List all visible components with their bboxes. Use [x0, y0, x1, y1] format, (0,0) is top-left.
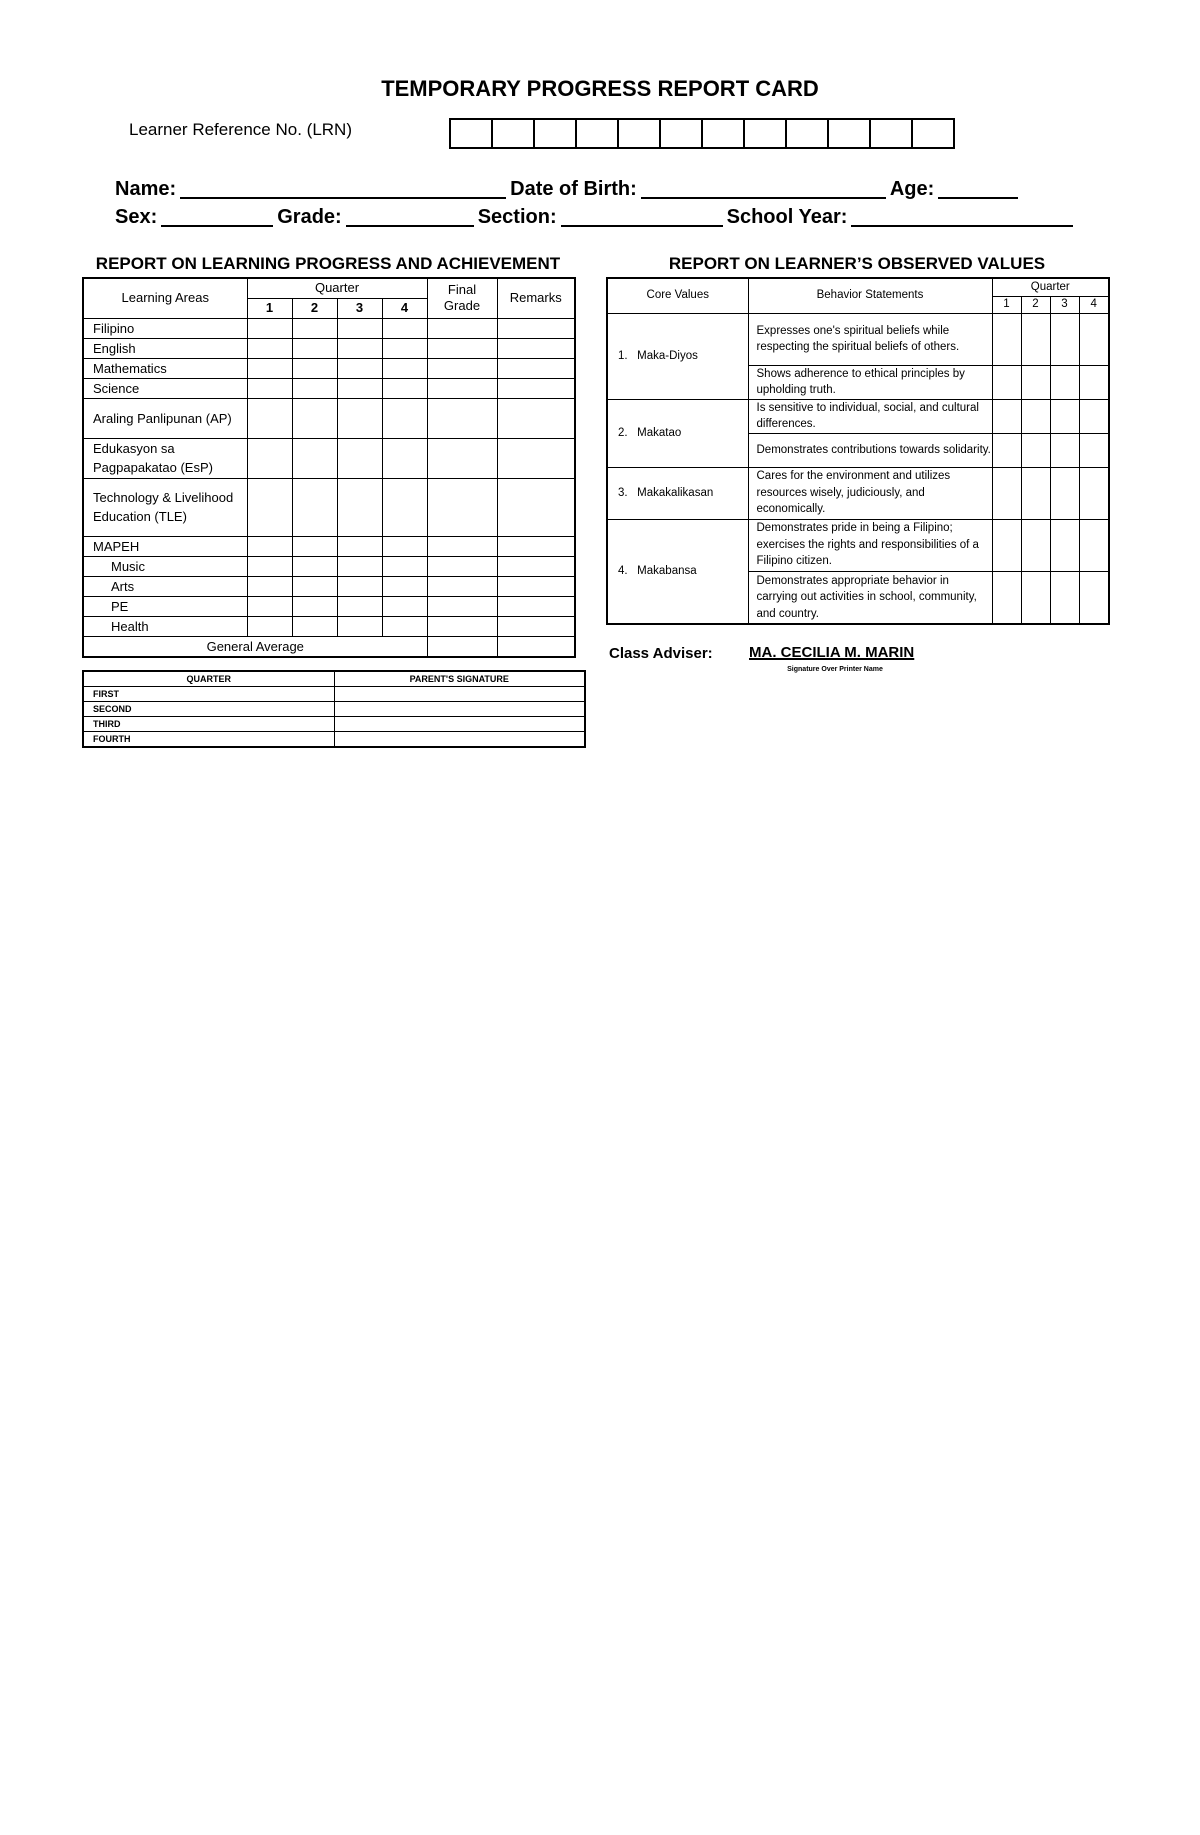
grade-cell-q1[interactable] — [247, 556, 292, 576]
lrn-digit-box[interactable] — [913, 120, 953, 147]
behavior-statements-header: Behavior Statements — [748, 278, 992, 313]
remarks-cell[interactable] — [497, 478, 575, 536]
remarks-cell[interactable] — [497, 318, 575, 338]
values-quarter-4-header: 4 — [1079, 296, 1109, 313]
lrn-digit-box[interactable] — [577, 120, 619, 147]
grade-cell-q3[interactable] — [337, 398, 382, 438]
grade-cell-q1[interactable] — [247, 358, 292, 378]
subject-label: MAPEH — [83, 536, 247, 556]
grade-cell-q2[interactable] — [292, 318, 337, 338]
quarter-header: Quarter — [247, 278, 427, 298]
grade-cell-q1[interactable] — [247, 398, 292, 438]
quarter-label: FIRST — [83, 687, 334, 702]
subject-label: English — [83, 338, 247, 358]
section-label: Section: — [477, 206, 557, 228]
quarter-3-header: 3 — [337, 298, 382, 318]
subject-label: Science — [83, 378, 247, 398]
grade-cell-q4[interactable] — [382, 438, 427, 478]
final-grade-cell[interactable] — [427, 338, 497, 358]
parent-signature-cell[interactable] — [334, 687, 585, 702]
subject-label: Araling Panlipunan (AP) — [83, 398, 247, 438]
subject-label: Music — [83, 556, 247, 576]
value-rating-cell-q1[interactable] — [992, 467, 1021, 519]
final-grade-cell[interactable] — [427, 318, 497, 338]
class-adviser-label: Class Adviser: — [609, 645, 713, 662]
grade-cell-q1[interactable] — [247, 536, 292, 556]
grade-cell-q2[interactable] — [292, 358, 337, 378]
grade-cell-q1[interactable] — [247, 338, 292, 358]
behavior-statement: Shows adherence to ethical principles by upholding truth. — [748, 365, 992, 399]
grade-cell-q2[interactable] — [292, 616, 337, 636]
final-grade-cell[interactable] — [427, 398, 497, 438]
subject-row — [83, 478, 575, 536]
grade-cell-q1[interactable] — [247, 438, 292, 478]
lrn-boxes[interactable] — [449, 118, 955, 149]
grade-cell-q3[interactable] — [337, 378, 382, 398]
value-rating-cell-q3[interactable] — [1050, 365, 1079, 399]
section-field[interactable] — [561, 207, 723, 227]
parent-signature-row — [83, 717, 585, 732]
remarks-cell[interactable] — [497, 438, 575, 478]
value-rating-cell-q2[interactable] — [1021, 433, 1050, 467]
value-rating-cell-q3[interactable] — [1050, 519, 1079, 571]
subject-row — [83, 318, 575, 338]
behavior-statement: Demonstrates contributions towards solidarity. — [748, 433, 992, 467]
lrn-digit-box[interactable] — [703, 120, 745, 147]
values-heading: REPORT ON LEARNER’S OBSERVED VALUES — [668, 254, 1046, 273]
value-rating-cell-q4[interactable] — [1079, 433, 1109, 467]
quarter-label: FOURTH — [83, 732, 334, 748]
behavior-row — [607, 467, 1109, 519]
dob-label: Date of Birth: — [510, 178, 637, 200]
name-field[interactable] — [180, 179, 506, 199]
quarter-2-header: 2 — [292, 298, 337, 318]
grade-cell-q2[interactable] — [292, 596, 337, 616]
value-rating-cell-q2[interactable] — [1021, 313, 1050, 365]
sex-label: Sex: — [115, 206, 158, 228]
lrn-digit-box[interactable] — [829, 120, 871, 147]
grade-cell-q3[interactable] — [337, 478, 382, 536]
remarks-cell[interactable] — [497, 556, 575, 576]
values-quarter-3-header: 3 — [1050, 296, 1079, 313]
value-rating-cell-q2[interactable] — [1021, 571, 1050, 624]
parent-signature-cell[interactable] — [334, 717, 585, 732]
lrn-digit-box[interactable] — [493, 120, 535, 147]
parent-signature-row — [83, 732, 585, 748]
grade-cell-q3[interactable] — [337, 616, 382, 636]
lrn-digit-box[interactable] — [451, 120, 493, 147]
subject-label: Arts — [83, 576, 247, 596]
subject-row — [83, 398, 575, 438]
remarks-cell[interactable] — [497, 398, 575, 438]
grade-cell-q3[interactable] — [337, 358, 382, 378]
remarks-cell[interactable] — [497, 378, 575, 398]
learning-progress-table — [82, 277, 576, 658]
value-rating-cell-q2[interactable] — [1021, 467, 1050, 519]
class-adviser-name: MA. CECILIA M. MARIN — [749, 644, 915, 661]
general-average-label: General Average — [83, 636, 427, 657]
value-rating-cell-q3[interactable] — [1050, 313, 1079, 365]
final-grade-cell[interactable] — [427, 616, 497, 636]
parent-signature-header: PARENT'S SIGNATURE — [334, 671, 585, 687]
info-row-2 — [115, 206, 1077, 229]
parent-signature-row — [83, 687, 585, 702]
page-title: TEMPORARY PROGRESS REPORT CARD — [381, 76, 819, 101]
grade-cell-q4[interactable] — [382, 616, 427, 636]
value-rating-cell-q3[interactable] — [1050, 433, 1079, 467]
grade-cell-q2[interactable] — [292, 536, 337, 556]
core-value-label: 2. Makatao — [607, 399, 748, 467]
core-values-header: Core Values — [607, 278, 748, 313]
lrn-digit-box[interactable] — [661, 120, 703, 147]
subject-label: Edukasyon sa Pagpapakatao (EsP) — [83, 438, 247, 478]
parent-signature-cell[interactable] — [334, 702, 585, 717]
subject-row — [83, 338, 575, 358]
remarks-cell[interactable] — [497, 358, 575, 378]
final-grade-cell[interactable] — [427, 556, 497, 576]
grade-cell-q4[interactable] — [382, 478, 427, 536]
grade-cell-q2[interactable] — [292, 478, 337, 536]
value-rating-cell-q2[interactable] — [1021, 519, 1050, 571]
school-year-label: School Year: — [726, 206, 848, 228]
behavior-statement: Demonstrates appropriate behavior in carrying out activities in school, community, and country. — [748, 571, 992, 624]
general-average-final-cell[interactable] — [427, 636, 497, 657]
grade-cell-q4[interactable] — [382, 556, 427, 576]
parent-signature-table — [82, 670, 586, 748]
grade-cell-q4[interactable] — [382, 358, 427, 378]
value-rating-cell-q1[interactable] — [992, 365, 1021, 399]
grade-cell-q4[interactable] — [382, 576, 427, 596]
grade-cell-q4[interactable] — [382, 378, 427, 398]
value-rating-cell-q4[interactable] — [1079, 313, 1109, 365]
values-quarter-header: Quarter — [992, 278, 1109, 296]
final-grade-cell[interactable] — [427, 378, 497, 398]
grade-cell-q1[interactable] — [247, 478, 292, 536]
behavior-statement: Expresses one's spiritual beliefs while respecting the spiritual beliefs of others. — [748, 313, 992, 365]
observed-values-table — [606, 277, 1110, 625]
grade-cell-q4[interactable] — [382, 398, 427, 438]
value-rating-cell-q4[interactable] — [1079, 399, 1109, 433]
behavior-statement: Cares for the environment and utilizes resources wisely, judiciously, and economically. — [748, 467, 992, 519]
grade-cell-q3[interactable] — [337, 438, 382, 478]
signature-caption: Signature Over Printer Name — [787, 666, 883, 673]
behavior-row — [607, 313, 1109, 365]
subject-label: Technology & Livelihood Education (TLE) — [83, 478, 247, 536]
general-average-row — [83, 636, 575, 657]
parent-signature-row — [83, 702, 585, 717]
dob-field[interactable] — [641, 179, 886, 199]
grade-cell-q1[interactable] — [247, 318, 292, 338]
subject-label: Mathematics — [83, 358, 247, 378]
grade-cell-q2[interactable] — [292, 378, 337, 398]
lrn-digit-box[interactable] — [787, 120, 829, 147]
learning-areas-header: Learning Areas — [83, 278, 247, 318]
quarter-column-header: QUARTER — [83, 671, 334, 687]
subject-label: PE — [83, 596, 247, 616]
final-grade-cell[interactable] — [427, 576, 497, 596]
grade-label: Grade: — [277, 206, 342, 228]
grade-field[interactable] — [346, 207, 474, 227]
value-rating-cell-q2[interactable] — [1021, 365, 1050, 399]
subject-label: Health — [83, 616, 247, 636]
value-rating-cell-q3[interactable] — [1050, 467, 1079, 519]
info-row-1 — [115, 178, 1022, 201]
grade-cell-q1[interactable] — [247, 378, 292, 398]
grade-cell-q3[interactable] — [337, 318, 382, 338]
grade-cell-q4[interactable] — [382, 536, 427, 556]
grade-cell-q1[interactable] — [247, 616, 292, 636]
quarter-1-header: 1 — [247, 298, 292, 318]
grade-cell-q1[interactable] — [247, 596, 292, 616]
subject-row — [83, 556, 575, 576]
value-rating-cell-q4[interactable] — [1079, 467, 1109, 519]
remarks-cell[interactable] — [497, 536, 575, 556]
values-quarter-1-header: 1 — [992, 296, 1021, 313]
final-grade-cell[interactable] — [427, 438, 497, 478]
subject-row — [83, 576, 575, 596]
remarks-header: Remarks — [497, 278, 575, 318]
age-label: Age: — [889, 178, 935, 200]
subject-row — [83, 616, 575, 636]
grade-cell-q2[interactable] — [292, 338, 337, 358]
final-grade-cell[interactable] — [427, 596, 497, 616]
value-rating-cell-q4[interactable] — [1079, 365, 1109, 399]
final-grade-header: Final Grade — [427, 278, 497, 318]
remarks-cell[interactable] — [497, 338, 575, 358]
value-rating-cell-q4[interactable] — [1079, 519, 1109, 571]
general-average-remarks-cell[interactable] — [497, 636, 575, 657]
value-rating-cell-q1[interactable] — [992, 519, 1021, 571]
value-rating-cell-q1[interactable] — [992, 313, 1021, 365]
quarter-label: SECOND — [83, 702, 334, 717]
subject-row — [83, 536, 575, 556]
subject-label: Filipino — [83, 318, 247, 338]
core-value-label: 3. Makakalikasan — [607, 467, 748, 519]
core-value-label: 4. Makabansa — [607, 519, 748, 624]
subject-row — [83, 358, 575, 378]
grade-cell-q3[interactable] — [337, 556, 382, 576]
final-grade-cell[interactable] — [427, 358, 497, 378]
lrn-digit-box[interactable] — [535, 120, 577, 147]
grade-cell-q3[interactable] — [337, 596, 382, 616]
lrn-digit-box[interactable] — [745, 120, 787, 147]
remarks-cell[interactable] — [497, 576, 575, 596]
grade-cell-q2[interactable] — [292, 438, 337, 478]
subject-row — [83, 596, 575, 616]
behavior-row — [607, 519, 1109, 571]
value-rating-cell-q1[interactable] — [992, 399, 1021, 433]
quarter-4-header: 4 — [382, 298, 427, 318]
final-grade-cell[interactable] — [427, 478, 497, 536]
grade-cell-q3[interactable] — [337, 536, 382, 556]
quarter-label: THIRD — [83, 717, 334, 732]
subject-row — [83, 438, 575, 478]
lrn-label: Learner Reference No. (LRN) — [129, 120, 352, 139]
behavior-row — [607, 399, 1109, 433]
parent-signature-cell[interactable] — [334, 732, 585, 748]
grade-cell-q2[interactable] — [292, 576, 337, 596]
lrn-digit-box[interactable] — [619, 120, 661, 147]
subject-row — [83, 378, 575, 398]
sex-field[interactable] — [161, 207, 273, 227]
grade-cell-q2[interactable] — [292, 556, 337, 576]
age-field[interactable] — [938, 179, 1018, 199]
value-rating-cell-q1[interactable] — [992, 433, 1021, 467]
school-year-field[interactable] — [851, 207, 1073, 227]
grade-cell-q4[interactable] — [382, 338, 427, 358]
grade-cell-q4[interactable] — [382, 596, 427, 616]
value-rating-cell-q4[interactable] — [1079, 571, 1109, 624]
final-grade-cell[interactable] — [427, 536, 497, 556]
remarks-cell[interactable] — [497, 616, 575, 636]
grade-cell-q2[interactable] — [292, 398, 337, 438]
value-rating-cell-q3[interactable] — [1050, 571, 1079, 624]
name-label: Name: — [115, 178, 177, 200]
value-rating-cell-q3[interactable] — [1050, 399, 1079, 433]
lrn-digit-box[interactable] — [871, 120, 913, 147]
grade-cell-q3[interactable] — [337, 576, 382, 596]
value-rating-cell-q1[interactable] — [992, 571, 1021, 624]
value-rating-cell-q2[interactable] — [1021, 399, 1050, 433]
behavior-statement: Is sensitive to individual, social, and cultural differences. — [748, 399, 992, 433]
behavior-statement: Demonstrates pride in being a Filipino; exercises the rights and responsibilities of a Filipino citizen. — [748, 519, 992, 571]
grade-cell-q1[interactable] — [247, 576, 292, 596]
remarks-cell[interactable] — [497, 596, 575, 616]
core-value-label: 1. Maka-Diyos — [607, 313, 748, 399]
grade-cell-q3[interactable] — [337, 338, 382, 358]
learning-heading: REPORT ON LEARNING PROGRESS AND ACHIEVEMENT — [95, 254, 561, 273]
values-quarter-2-header: 2 — [1021, 296, 1050, 313]
grade-cell-q4[interactable] — [382, 318, 427, 338]
